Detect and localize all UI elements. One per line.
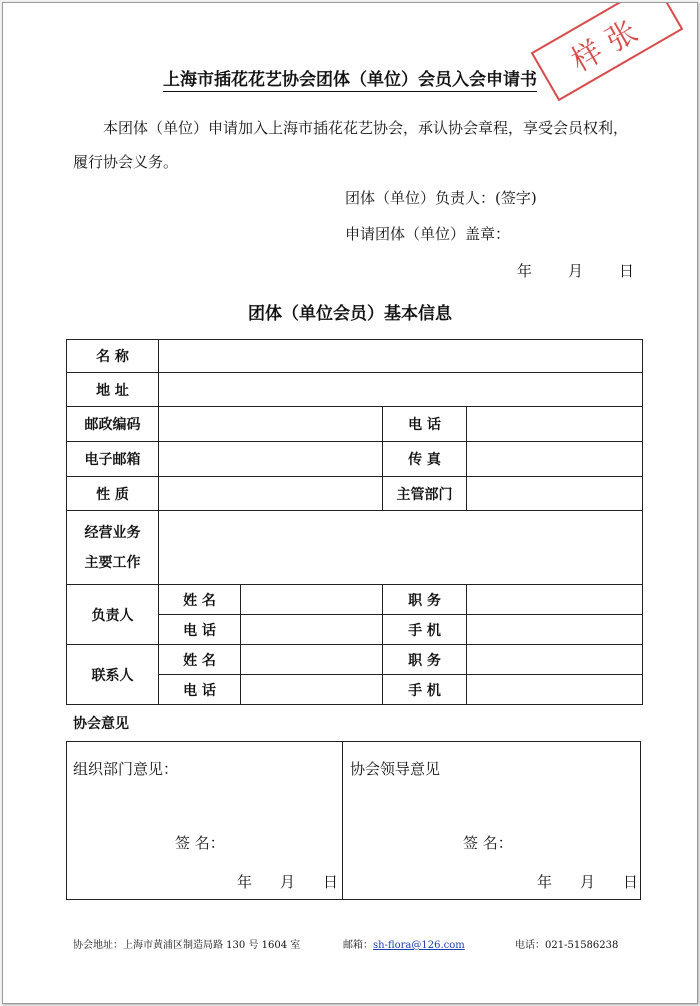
leader-name-label: 姓 名 [159, 585, 241, 615]
footer-address: 协会地址：上海市黄浦区制造局路 130 号 1604 室 [73, 940, 301, 951]
fax-field[interactable] [467, 442, 643, 477]
form-title-text: 上海市插花花艺协会团体（单位）会员入会申请书 [163, 70, 537, 90]
leader-mobile-field[interactable] [467, 615, 643, 645]
contact-mobile-label: 手 机 [383, 675, 467, 705]
postcode-label: 邮政编码 [67, 407, 159, 442]
nature-field[interactable] [159, 477, 383, 511]
contact-label: 联系人 [67, 645, 159, 705]
leadership-opinion-label: 协会领导意见 [350, 760, 441, 778]
date-day: 日 [619, 262, 635, 280]
lead-date-year: 年 [537, 873, 553, 891]
business-label-line2: 主要工作 [84, 554, 141, 571]
table-row [67, 340, 643, 373]
table-row [67, 373, 643, 407]
opinion-divider [342, 742, 343, 899]
footer-email [343, 936, 465, 951]
name-field[interactable] [159, 340, 643, 373]
table-row [67, 645, 643, 675]
leader-name-field[interactable] [241, 585, 383, 615]
org-dept-date [237, 871, 338, 892]
leader-phone-field[interactable] [241, 615, 383, 645]
business-label [67, 511, 159, 585]
business-label-line1: 经营业务 [84, 524, 141, 541]
fax-label: 传 真 [383, 442, 467, 477]
name-label: 名 称 [67, 340, 159, 373]
intro-paragraph: 本团体（单位）申请加入上海市插花花艺协会，承认协会章程，享受会员权利，履行协会义务。 [73, 119, 629, 171]
table-row [67, 585, 643, 615]
department-field[interactable] [467, 477, 643, 511]
contact-position-label: 职 务 [383, 645, 467, 675]
org-dept-opinion-label: 组织部门意见： [73, 760, 179, 778]
org-date-month: 月 [280, 873, 296, 891]
table-row [67, 407, 643, 442]
phone-field[interactable] [467, 407, 643, 442]
basic-info-heading: 团体（单位会员）基本信息 [248, 304, 452, 324]
leader-label: 负责人 [67, 585, 159, 645]
lead-date-month: 月 [580, 873, 596, 891]
table-row [67, 477, 643, 511]
leader-position-field[interactable] [467, 585, 643, 615]
phone-label: 电 话 [383, 407, 467, 442]
date-year: 年 [517, 262, 533, 280]
contact-phone-field[interactable] [241, 675, 383, 705]
table-row [67, 511, 643, 585]
leader-phone-label: 电 话 [159, 615, 241, 645]
nature-label: 性 质 [67, 477, 159, 511]
org-date-day: 日 [323, 873, 339, 891]
email-label: 电子邮箱 [67, 442, 159, 477]
application-form-page [2, 2, 698, 1004]
contact-name-field[interactable] [241, 645, 383, 675]
address-label: 地 址 [67, 373, 159, 407]
basic-info-table [66, 339, 643, 705]
association-opinion-box [66, 741, 641, 900]
leader-signature-label: 团体（单位）负责人：(签字) [345, 189, 537, 207]
table-row [67, 442, 643, 477]
contact-mobile-field[interactable] [467, 675, 643, 705]
form-title [3, 65, 697, 90]
org-dept-sign-label: 签 名： [175, 834, 225, 852]
department-label: 主管部门 [383, 477, 467, 511]
leadership-sign-label: 签 名： [463, 834, 513, 852]
footer-email-link[interactable]: sh-flora@126.com [373, 940, 465, 951]
postcode-field[interactable] [159, 407, 383, 442]
lead-date-day: 日 [623, 873, 639, 891]
sample-stamp: 样张 [531, 2, 684, 101]
leadership-date [537, 871, 638, 892]
org-date-year: 年 [237, 873, 253, 891]
seal-label: 申请团体（单位）盖章： [345, 225, 511, 243]
address-field[interactable] [159, 373, 643, 407]
leader-mobile-label: 手 机 [383, 615, 467, 645]
leader-position-label: 职 务 [383, 585, 467, 615]
contact-name-label: 姓 名 [159, 645, 241, 675]
email-field[interactable] [159, 442, 383, 477]
date-month: 月 [568, 262, 584, 280]
contact-phone-label: 电 话 [159, 675, 241, 705]
footer-email-label: 邮箱： [343, 940, 373, 951]
contact-position-field[interactable] [467, 645, 643, 675]
application-date [517, 260, 634, 281]
footer-phone: 电话：021-51586238 [515, 940, 619, 951]
association-opinion-heading: 协会意见 [73, 716, 129, 732]
business-field[interactable] [159, 511, 643, 585]
